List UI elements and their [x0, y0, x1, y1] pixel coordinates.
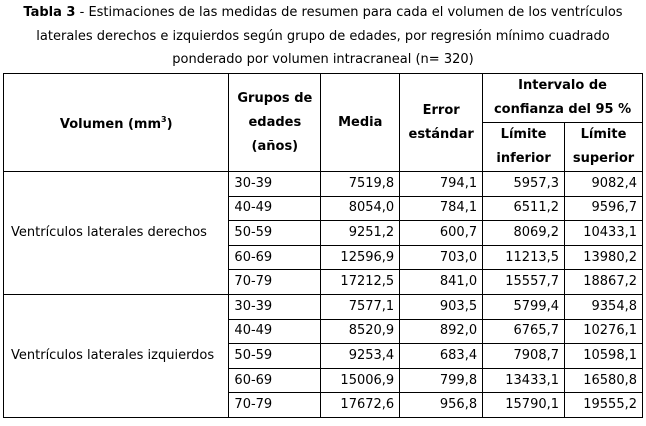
header-limite-inferior: Límite inferior — [483, 123, 565, 172]
group-label: Ventrículos laterales derechos — [4, 172, 229, 295]
error-cell: 794,1 — [400, 172, 483, 197]
limite-superior-cell: 10276,1 — [565, 319, 643, 344]
age-cell: 40-49 — [229, 319, 321, 344]
age-cell: 60-69 — [229, 368, 321, 393]
error-cell: 799,8 — [400, 368, 483, 393]
table-row — [4, 172, 643, 197]
limite-superior-cell: 9354,8 — [565, 294, 643, 319]
media-cell: 7519,8 — [321, 172, 400, 197]
table-caption — [3, 0, 643, 72]
error-cell: 784,1 — [400, 196, 483, 221]
error-cell: 600,7 — [400, 221, 483, 246]
limite-superior-cell: 18867,2 — [565, 270, 643, 295]
limite-superior-cell: 13980,2 — [565, 245, 643, 270]
caption-label: Tabla 3 — [23, 5, 76, 20]
limite-inferior-cell: 15557,7 — [483, 270, 565, 295]
error-cell: 903,5 — [400, 294, 483, 319]
table-body — [4, 172, 643, 418]
table-row — [4, 294, 643, 319]
caption-text: - Estimaciones de las medidas de resumen para cada el volumen de los ventrículos laterales derechos e izquierdos según grupo de edades, por regresión mínimo cuadrado ponderado por volumen intracraneal (n= 320) — [36, 5, 623, 67]
limite-superior-cell: 19555,2 — [565, 393, 643, 418]
header-intervalo: Intervalo de confianza del 95 % — [483, 74, 643, 123]
limite-inferior-cell: 7908,7 — [483, 344, 565, 369]
age-cell: 30-39 — [229, 294, 321, 319]
media-cell: 17672,6 — [321, 393, 400, 418]
limite-inferior-cell: 6765,7 — [483, 319, 565, 344]
media-cell: 17212,5 — [321, 270, 400, 295]
header-volumen: Volumen $(mm^3)$ — [4, 74, 229, 172]
media-cell: 8054,0 — [321, 196, 400, 221]
limite-inferior-cell: 6511,2 — [483, 196, 565, 221]
limite-inferior-cell: 13433,1 — [483, 368, 565, 393]
error-cell: 841,0 — [400, 270, 483, 295]
limite-inferior-cell: 8069,2 — [483, 221, 565, 246]
media-cell: 9253,4 — [321, 344, 400, 369]
media-cell: 12596,9 — [321, 245, 400, 270]
age-cell: 40-49 — [229, 196, 321, 221]
header-limite-superior: Límite superior — [565, 123, 643, 172]
age-cell: 50-59 — [229, 344, 321, 369]
error-cell: 956,8 — [400, 393, 483, 418]
header-grupos: Grupos de edades (años) — [229, 74, 321, 172]
media-cell: 7577,1 — [321, 294, 400, 319]
limite-inferior-cell: 5957,3 — [483, 172, 565, 197]
header-error: Error estándar — [400, 74, 483, 172]
limite-superior-cell: 9596,7 — [565, 196, 643, 221]
age-cell: 70-79 — [229, 270, 321, 295]
limite-superior-cell: 16580,8 — [565, 368, 643, 393]
media-cell: 15006,9 — [321, 368, 400, 393]
limite-superior-cell: 10598,1 — [565, 344, 643, 369]
header-media: Media — [321, 74, 400, 172]
limite-superior-cell: 9082,4 — [565, 172, 643, 197]
limite-inferior-cell: 11213,5 — [483, 245, 565, 270]
media-cell: 9251,2 — [321, 221, 400, 246]
group-label: Ventrículos laterales izquierdos — [4, 294, 229, 417]
error-cell: 703,0 — [400, 245, 483, 270]
limite-superior-cell: 10433,1 — [565, 221, 643, 246]
error-cell: 683,4 — [400, 344, 483, 369]
limite-inferior-cell: 5799,4 — [483, 294, 565, 319]
age-cell: 50-59 — [229, 221, 321, 246]
media-cell: 8520,9 — [321, 319, 400, 344]
age-cell: 70-79 — [229, 393, 321, 418]
error-cell: 892,0 — [400, 319, 483, 344]
age-cell: 60-69 — [229, 245, 321, 270]
summary-table — [3, 73, 643, 418]
limite-inferior-cell: 15790,1 — [483, 393, 565, 418]
age-cell: 30-39 — [229, 172, 321, 197]
